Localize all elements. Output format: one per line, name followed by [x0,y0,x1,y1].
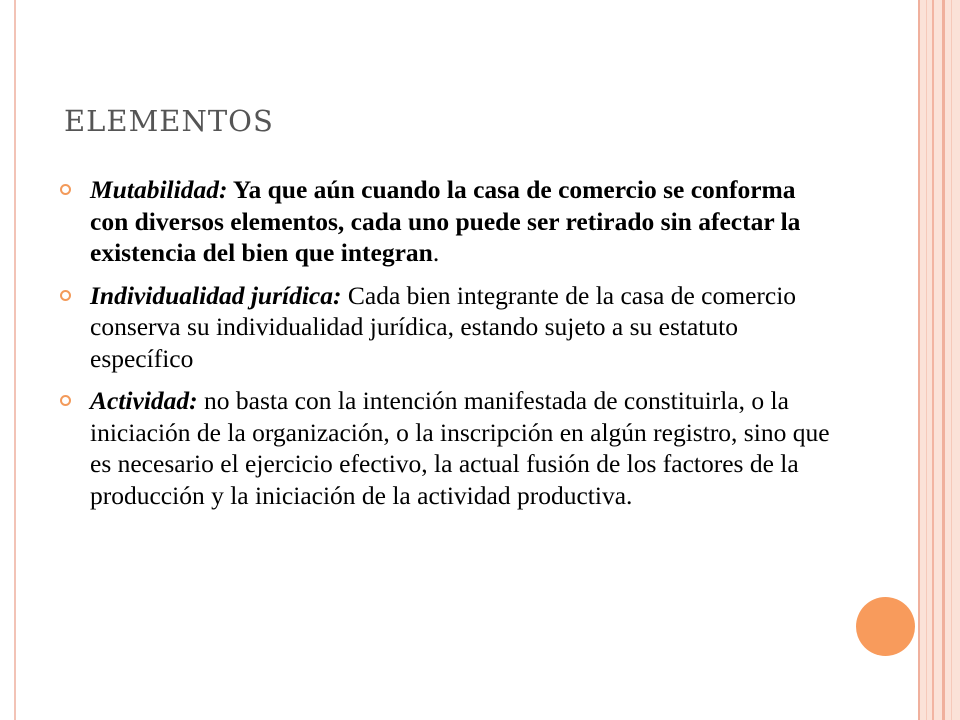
item-term: Mutabilidad: [90,175,228,204]
item-tail: . [432,238,440,267]
decorative-circle [856,597,915,656]
border-stripe [932,0,934,720]
border-stripe [926,0,927,720]
item-text: no basta con la intención manifestada de constituirla, o la iniciación de la organización, o la inscripción en algún registro, sino que es necesario el ejercicio efectivo, la actual fusión de los factores de la producción y la iniciación de la actividad productiva. [90,386,830,510]
item-text: Ya que aún cuando la casa de comercio se conforma con diversos elementos, cada uno puede ser retirado sin afectar la existencia del bien que integran [90,175,801,267]
bullet-list [60,174,830,522]
list-item [60,385,830,511]
slide-title: ELEMENTOS [64,104,274,138]
left-frame-line [14,0,16,720]
list-item [60,280,830,375]
list-item [60,174,830,269]
bullet-circle-icon [60,184,71,195]
right-decorative-border [918,0,960,720]
item-term: Individualidad jurídica: [90,280,342,310]
item-text: Cada bien integrante de la casa de comercio conserva su individualidad jurídica, estando sujeto a su estatuto específico [90,280,797,373]
bullet-circle-icon [60,290,71,301]
border-stripe [951,0,952,720]
border-stripe [918,0,920,720]
border-stripe [942,0,945,720]
item-term: Actividad: [90,386,198,415]
bullet-circle-icon [60,395,71,406]
